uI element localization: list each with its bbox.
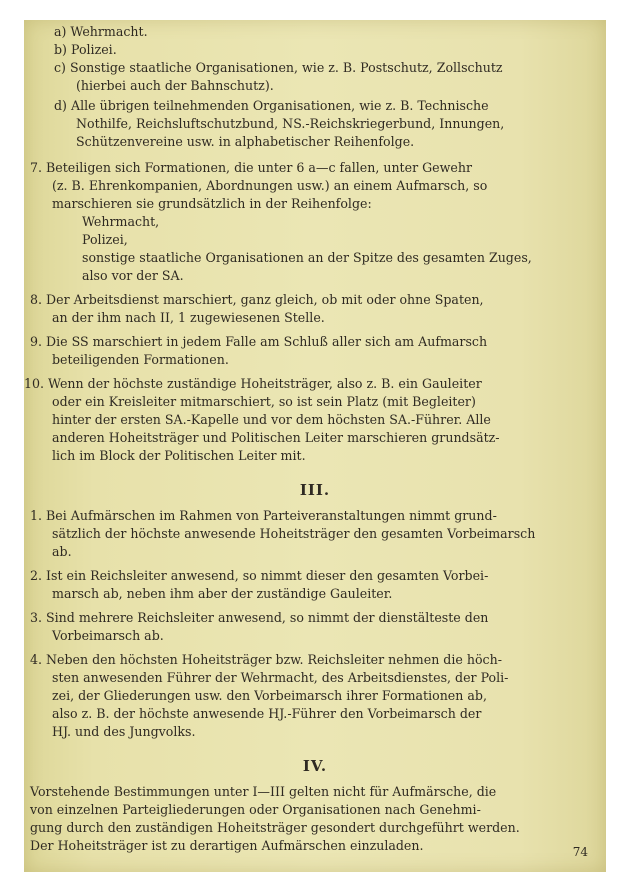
s3-item-1-line1: 1. Bei Aufmärschen im Rahmen von Parteiveranstaltungen nimmt grund-	[30, 508, 497, 523]
subitem-c: c) Sonstige staatliche Organisationen, wie z. B. Postschutz, Zollschutz	[54, 60, 503, 75]
s3-item-3-line1: 3. Sind mehrere Reichsleiter anwesend, so nimmt der dienstälteste den	[30, 610, 489, 625]
subitem-d-cont1: Nothilfe, Reichsluftschutzbund, NS.-Reichskriegerbund, Innungen,	[76, 116, 505, 131]
s3-item-4-line2: sten anwesenden Führer der Wehrmacht, des Arbeitsdienstes, der Poli-	[52, 670, 509, 685]
item-7-list-sa: also vor der SA.	[82, 268, 184, 283]
document-page	[24, 20, 606, 872]
s4-para-line3: gung durch den zuständigen Hoheitsträger gesondert durchgeführt werden.	[30, 820, 520, 835]
item-7-line2: (z. B. Ehrenkompanien, Abordnungen usw.) an einem Aufmarsch, so	[52, 178, 488, 193]
subitem-d-cont2: Schützenvereine usw. in alphabetischer Reihenfolge.	[76, 134, 415, 149]
item-9-line1: 9. Die SS marschiert in jedem Falle am Schluß aller sich am Aufmarsch	[30, 334, 488, 349]
s3-item-1-line2: sätzlich der höchste anwesende Hoheitsträger den gesamten Vorbeimarsch	[52, 526, 536, 541]
item-7-list-polizei: Polizei,	[82, 232, 128, 247]
item-10-line5: lich im Block der Politischen Leiter mit.	[52, 448, 306, 463]
item-10-line3: hinter der ersten SA.-Kapelle und vor dem höchsten SA.-Führer. Alle	[52, 412, 491, 427]
subitem-b: b) Polizei.	[54, 42, 117, 57]
item-9-line2: beteiligenden Formationen.	[52, 352, 229, 367]
s3-item-4-line4: also z. B. der höchste anwesende HJ.-Führer den Vorbeimarsch der	[52, 706, 482, 721]
s4-para-line1: Vorstehende Bestimmungen unter I—III gelten nicht für Aufmärsche, die	[30, 784, 497, 799]
s3-item-4-line3: zei, der Gliederungen usw. den Vorbeimarsch ihrer Formationen ab,	[52, 688, 487, 703]
s4-para-line4: Der Hoheitsträger ist zu derartigen Aufmärschen einzuladen.	[30, 838, 424, 853]
item-7-list-wehrmacht: Wehrmacht,	[82, 214, 160, 229]
subitem-a: a) Wehrmacht.	[54, 24, 148, 39]
s3-item-3-line2: Vorbeimarsch ab.	[52, 628, 164, 643]
item-10-line1: 10. Wenn der höchste zuständige Hoheitsträger, also z. B. ein Gauleiter	[24, 376, 482, 391]
item-7-line3: marschieren sie grundsätzlich in der Reihenfolge:	[52, 196, 372, 211]
s3-item-2-line2: marsch ab, neben ihm aber der zuständige Gauleiter.	[52, 586, 393, 601]
s3-item-4-line5: HJ. und des Jungvolks.	[52, 724, 196, 739]
subitem-d: d) Alle übrigen teilnehmenden Organisationen, wie z. B. Technische	[54, 98, 489, 113]
s4-para-line2: von einzelnen Parteigliederungen oder Organisationen nach Genehmi-	[30, 802, 481, 817]
item-10-line2: oder ein Kreisleiter mitmarschiert, so ist sein Platz (mit Begleiter)	[52, 394, 476, 409]
page-number: 74	[572, 844, 588, 859]
s3-item-2-line1: 2. Ist ein Reichsleiter anwesend, so nimmt dieser den gesamten Vorbei-	[30, 568, 489, 583]
s3-item-4-line1: 4. Neben den höchsten Hoheitsträger bzw. Reichsleiter nehmen die höch-	[30, 652, 502, 667]
item-8-line1: 8. Der Arbeitsdienst marschiert, ganz gleich, ob mit oder ohne Spaten,	[30, 292, 484, 307]
item-8-line2: an der ihm nach II, 1 zugewiesenen Stelle.	[52, 310, 325, 325]
subitem-c-cont: (hierbei auch der Bahnschutz).	[76, 78, 274, 93]
s3-item-1-line3: ab.	[52, 544, 72, 559]
item-10-line4: anderen Hoheitsträger und Politischen Leiter marschieren grundsätz-	[52, 430, 500, 445]
item-7-list-organisationen: sonstige staatliche Organisationen an der Spitze des gesamten Zuges,	[82, 250, 532, 265]
item-7-line1: 7. Beteiligen sich Formationen, die unter 6 a—c fallen, unter Gewehr	[30, 160, 472, 175]
section-heading-3: III.	[299, 481, 331, 499]
section-heading-4: IV.	[302, 757, 328, 775]
